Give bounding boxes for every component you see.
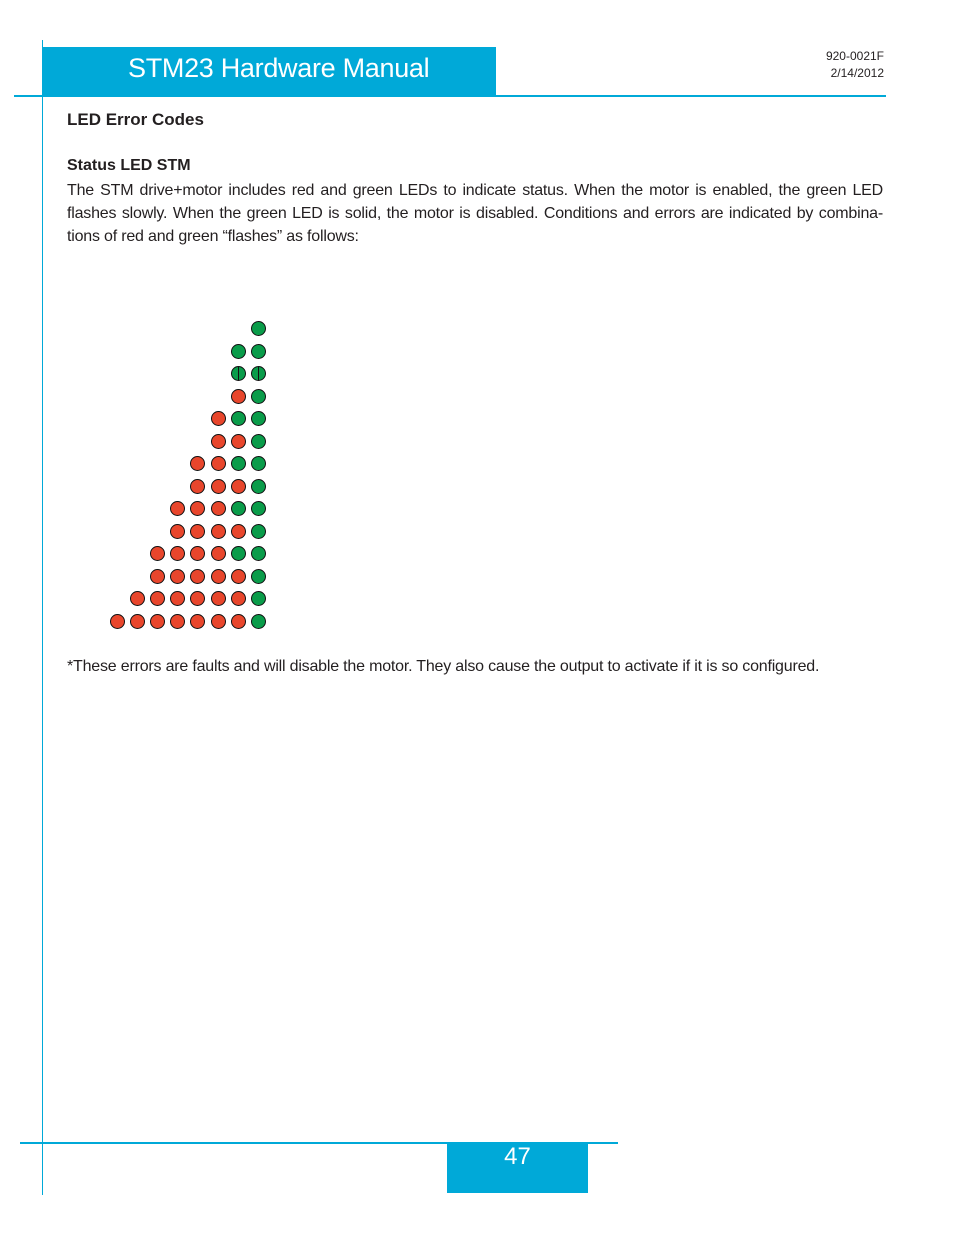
red-led-icon <box>231 434 246 449</box>
red-led-icon <box>170 501 185 516</box>
green-led-icon <box>251 411 266 426</box>
manual-title: STM23 Hardware Manual <box>128 53 430 83</box>
green-led-icon <box>251 591 266 606</box>
red-led-icon <box>231 614 246 629</box>
subsection-title: Status LED STM <box>67 157 191 174</box>
red-led-icon <box>190 569 205 584</box>
page-number-box <box>447 1142 588 1193</box>
green-led-icon <box>231 344 246 359</box>
red-led-icon <box>150 569 165 584</box>
green-led-icon <box>251 456 266 471</box>
red-led-icon <box>231 479 246 494</box>
page-number: 47 <box>504 1143 531 1170</box>
red-led-icon <box>110 614 125 629</box>
red-led-icon <box>231 591 246 606</box>
red-led-icon <box>190 479 205 494</box>
red-led-icon <box>211 456 226 471</box>
green-led-icon <box>251 569 266 584</box>
green-led-icon <box>251 366 266 381</box>
red-led-icon <box>190 591 205 606</box>
red-led-icon <box>170 591 185 606</box>
red-led-icon <box>170 614 185 629</box>
red-led-icon <box>150 614 165 629</box>
red-led-icon <box>190 524 205 539</box>
green-led-icon <box>231 501 246 516</box>
green-led-icon <box>231 366 246 381</box>
green-led-icon <box>251 524 266 539</box>
body-paragraph: The STM drive+motor includes red and green LEDs to indicate status. When the motor is enabled, the green LED flashes slowly. When the green LED is solid, the motor is disabled. Conditions and errors are indicated by combina-tions of red and green “flashes” as follows: <box>67 182 883 245</box>
red-led-icon <box>130 614 145 629</box>
red-led-icon <box>211 479 226 494</box>
red-led-icon <box>211 546 226 561</box>
red-led-icon <box>190 614 205 629</box>
red-led-icon <box>211 591 226 606</box>
green-led-icon <box>231 411 246 426</box>
red-led-icon <box>211 411 226 426</box>
document-date: 2/14/2012 <box>830 66 884 80</box>
section-title: LED Error Codes <box>67 110 204 129</box>
red-led-icon <box>231 389 246 404</box>
green-led-icon <box>251 344 266 359</box>
red-led-icon <box>190 501 205 516</box>
red-led-icon <box>190 456 205 471</box>
green-led-icon <box>251 614 266 629</box>
header-banner <box>42 47 496 96</box>
green-led-icon <box>231 456 246 471</box>
red-led-icon <box>170 569 185 584</box>
red-led-icon <box>211 434 226 449</box>
red-led-icon <box>150 546 165 561</box>
red-led-icon <box>170 524 185 539</box>
red-led-icon <box>211 501 226 516</box>
green-led-icon <box>251 546 266 561</box>
green-led-icon <box>251 389 266 404</box>
red-led-icon <box>231 569 246 584</box>
document-info <box>826 48 884 82</box>
green-led-icon <box>251 479 266 494</box>
red-led-icon <box>130 591 145 606</box>
document-number: 920-0021F <box>825 49 884 63</box>
green-led-icon <box>251 321 266 336</box>
red-led-icon <box>211 614 226 629</box>
red-led-icon <box>231 524 246 539</box>
red-led-icon <box>211 524 226 539</box>
red-led-icon <box>211 569 226 584</box>
red-led-icon <box>190 546 205 561</box>
footnote: *These errors are faults and will disable the motor. They also cause the output to activate if it is so configured. <box>67 658 820 675</box>
green-led-icon <box>231 546 246 561</box>
red-led-icon <box>150 591 165 606</box>
green-led-icon <box>251 501 266 516</box>
red-led-icon <box>170 546 185 561</box>
green-led-icon <box>251 434 266 449</box>
left-margin-rule <box>42 40 43 1195</box>
